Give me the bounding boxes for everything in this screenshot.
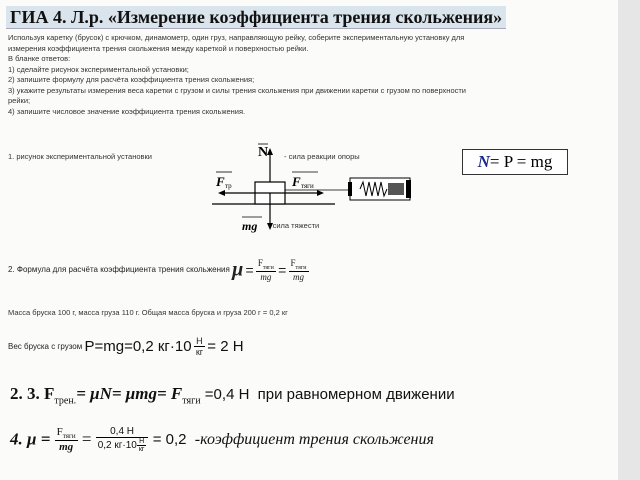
weight-frac-den: кг [195, 347, 204, 357]
step4-frac2-den: 0,2 кг·10 [97, 440, 137, 452]
step4-inner-num: Н [137, 438, 147, 446]
step4-inner-den: кг [138, 446, 145, 454]
pull-force-label: F [292, 174, 301, 189]
instruction-line: 2) запишите формулу для расчёта коэффициента трения скольжения; [8, 75, 255, 84]
gravity-caption: - сила тяжести [268, 221, 320, 230]
step3-value: =0,4 Н [204, 386, 250, 403]
eq-rest: = P = mg [489, 152, 553, 171]
instruction-line: 4) запишите числовое значение коэффициента трения скольжения. [8, 106, 246, 116]
weight-result: = 2 Н [207, 338, 244, 355]
step1-label: 1. рисунок экспериментальной установки [8, 152, 152, 161]
step2-label: 2. Формула для расчёта коэффициента трения скольжения [8, 265, 230, 275]
step3-sub2: тяги [182, 395, 201, 407]
step4-frac1-sub: тяги [62, 432, 76, 441]
step3-note: при равномерном движении [257, 386, 455, 403]
instruction-line: 1) сделайте рисунок экспериментальной установки; [8, 64, 189, 74]
formula-fraction-2 [289, 258, 309, 282]
instruction-line: Используя каретку (брусок) с крючком, динамометр, один груз, направляющую рейку, соберите экспериментальную установку для [8, 33, 465, 42]
instruction-line: измерения коэффициента трения скольжения между кареткой и поверхностью рейки. [8, 43, 309, 53]
normal-force-label: N [258, 145, 269, 160]
step3-row [10, 384, 455, 406]
side-strip [618, 0, 640, 480]
frac1-den: mg [260, 271, 272, 282]
weight-unit-fraction [194, 336, 205, 357]
step4-prefix: 4. μ = [10, 429, 51, 449]
dynamometer [348, 178, 411, 200]
title-bar [6, 6, 506, 29]
mu-symbol: μ [232, 258, 244, 281]
step4-note: -коэффициент трения скольжения [194, 430, 434, 448]
weight-frac-num: Н [194, 336, 205, 347]
frac2-den: mg [293, 271, 305, 282]
frac2-num: F [290, 258, 296, 268]
weight-expression: P=mg=0,2 кг·10 [84, 338, 192, 355]
step4-result: = 0,2 [152, 431, 187, 449]
frac1-sub: тяги [262, 264, 274, 271]
pull-force-sub: тяги [301, 182, 314, 190]
step2-formula-row [8, 258, 309, 282]
step3-equation: = μN= μmg= F [76, 384, 183, 403]
slide-title: ГИА 4. Л.р. «Измерение коэффициента трения скольжения» [10, 7, 503, 27]
gravity-label: mg [242, 219, 258, 233]
instruction-line: рейки; [8, 96, 31, 105]
step4-frac2-num: 0,4 Н [96, 426, 149, 438]
equals-sign: = [245, 261, 254, 278]
step4-row: 4. μ = $\frac{F_{тяги}}{mg}$ = 0,4 Н 0,2 кг·10 $\frac{Н}{кг}$ = 0,2 -коэффициент трения скольжения [10, 426, 434, 454]
step3-sub1: трен. [54, 395, 77, 407]
frac1-num: F [257, 258, 263, 268]
friction-force-label: F [216, 174, 225, 189]
step4-fraction-2 [96, 426, 149, 453]
step3-prefix: 2. 3. F [10, 384, 55, 403]
instruction-line: 3) укажите результаты измерения веса каретки с грузом и силы трения скольжения при движении каретки с грузом по поверхности [8, 85, 466, 95]
weight-row [8, 336, 244, 357]
equals-sign: = [278, 261, 287, 278]
frac2-sub: тяги [295, 264, 307, 271]
weight-label: Вес бруска с грузом [8, 342, 83, 351]
eq-N: N [477, 152, 490, 171]
instructions [8, 33, 608, 117]
mass-line: Масса бруска 100 г, масса груза 110 г. Общая масса бруска и груза 200 г = 0,2 кг [8, 308, 288, 317]
step4-frac1-num: F [56, 426, 63, 438]
equation-box [462, 149, 568, 175]
instruction-line: В бланке ответов: [8, 54, 71, 63]
step4-frac1-den: mg [59, 441, 74, 454]
step4-fraction-1 [55, 426, 78, 453]
normal-force-caption: - сила реакции опоры [284, 152, 360, 161]
friction-force-sub: тр [225, 182, 232, 190]
formula-fraction-1 [256, 258, 276, 282]
